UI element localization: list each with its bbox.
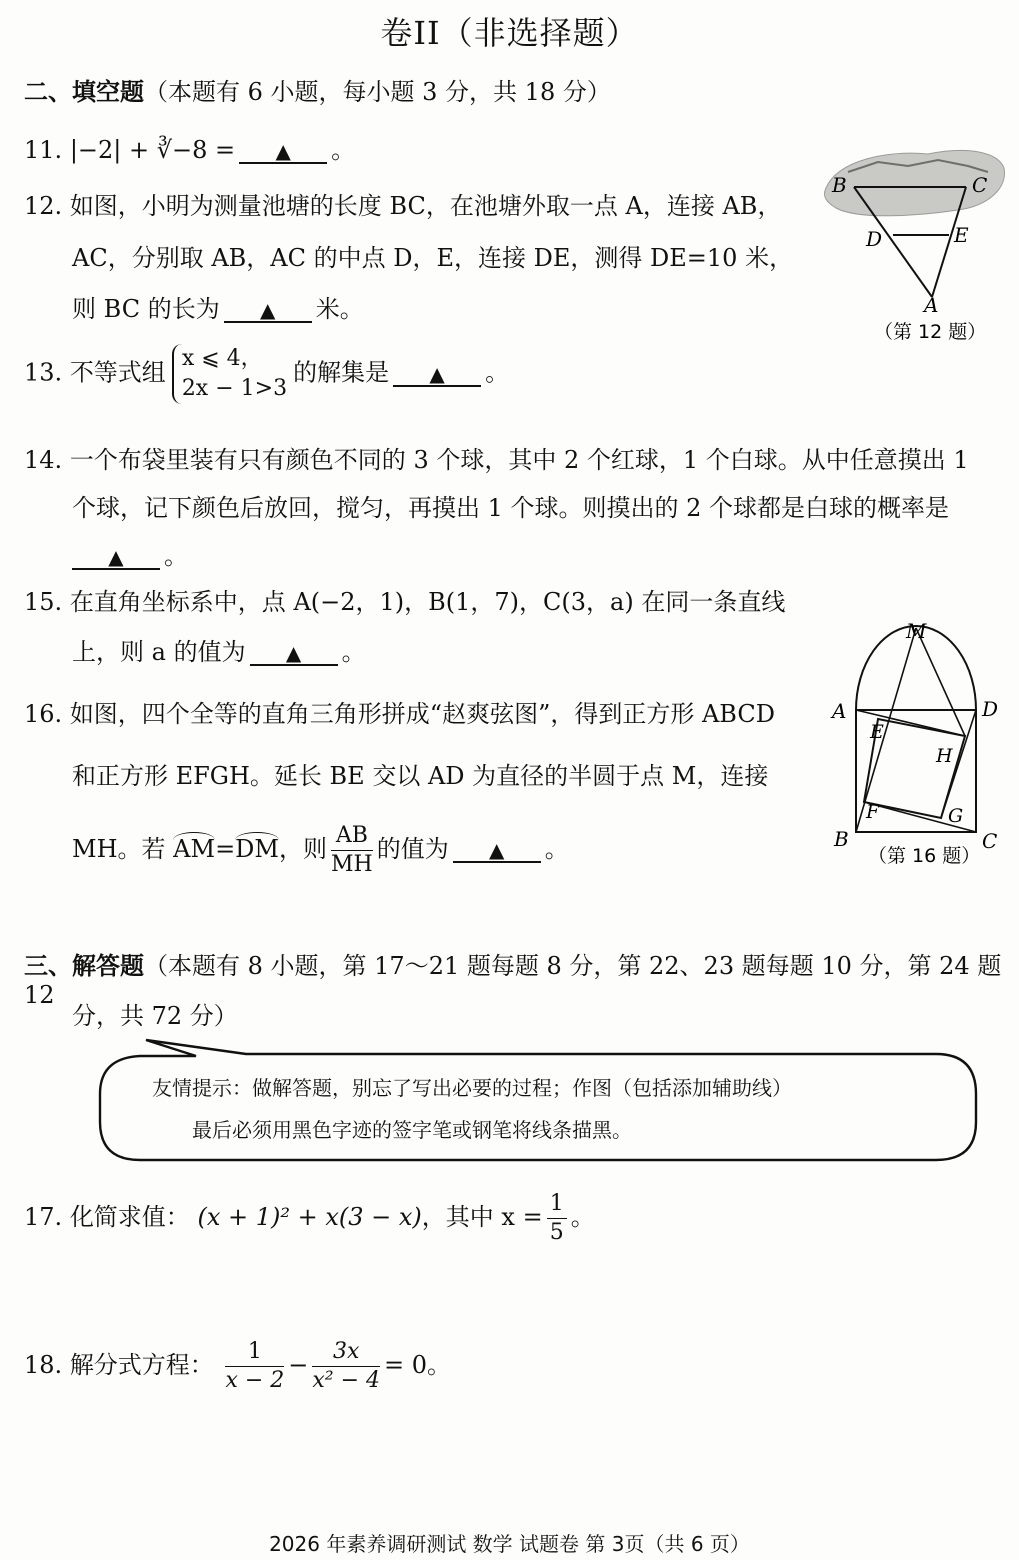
- label-a: A: [924, 293, 939, 317]
- q17-expression: (x + 1)² + x(3 − x): [197, 1203, 422, 1231]
- q16-arc-dm: DM: [235, 832, 279, 863]
- q18-fraction-1: [225, 1338, 284, 1395]
- question-13: [24, 344, 509, 404]
- q11-end: 。: [331, 136, 356, 164]
- section-2-label: 二、填空题: [24, 77, 144, 106]
- q15-text-line-2: 上，则 a 的值为: [72, 638, 246, 666]
- question-14-line-1: [24, 440, 969, 475]
- q11-number: 11.: [24, 136, 63, 164]
- q16-caption: （第 16 题）: [868, 845, 981, 867]
- q16-answer-blank[interactable]: [453, 838, 541, 863]
- q16-equals: =: [215, 835, 236, 863]
- q13-pre: 不等式组: [69, 358, 166, 387]
- q17-fraction: [547, 1190, 567, 1247]
- q16-end: 。: [544, 835, 569, 863]
- blank-marker-icon: ▲: [489, 838, 505, 862]
- q13-end: 。: [485, 358, 510, 387]
- label-d: D: [866, 227, 883, 251]
- q17-pre: 化简求值：: [69, 1203, 190, 1231]
- q14-end: 。: [164, 542, 188, 570]
- q18-fraction-2-numerator: 3x: [312, 1338, 380, 1367]
- q18-fraction-2-denominator: x² − 4: [312, 1368, 381, 1393]
- label-g: G: [948, 805, 964, 827]
- label-h: H: [936, 745, 953, 767]
- q11-expression: |−2| + ∛−8 =: [69, 136, 236, 164]
- q18-number: 18.: [24, 1351, 63, 1379]
- q12-answer-blank[interactable]: [224, 298, 312, 323]
- q16-text-line-2: 和正方形 EFGH。延长 BE 交以 AD 为直径的半圆于点 M，连接: [72, 762, 769, 790]
- q18-fraction-2: [312, 1338, 380, 1395]
- q14-text-line-2: 个球，记下颜色后放回，搅匀，再摸出 1 个球。则摸出的 2 个球都是白球的概率是: [72, 494, 950, 522]
- q16-number: 16.: [24, 700, 63, 728]
- question-18: [24, 1338, 451, 1395]
- q16-ratio-fraction: [331, 822, 373, 879]
- q15-answer-blank[interactable]: [250, 641, 338, 666]
- q16-text-line-3c: 的值为: [376, 835, 449, 863]
- q16-fraction-denominator: MH: [331, 852, 373, 877]
- blank-marker-icon: ▲: [429, 361, 445, 386]
- question-16-line-1: [24, 694, 775, 729]
- blank-marker-icon: ▲: [260, 298, 276, 322]
- q16-text-line-3a: MH。若: [72, 835, 166, 863]
- q12-text-line-3b: 米。: [315, 295, 364, 323]
- q12-text-line-1: 如图，小明为测量池塘的长度 BC，在池塘外取一点 A，连接 AB，: [69, 192, 782, 220]
- blank-marker-icon: ▲: [275, 139, 291, 163]
- q11-answer-blank[interactable]: [239, 139, 327, 164]
- q12-text-line-2: AC，分别取 AB，AC 的中点 D，E，连接 DE，测得 DE=10 米，: [72, 244, 794, 272]
- q14-answer-blank[interactable]: [72, 545, 160, 570]
- q12-pond-figure: [818, 132, 1010, 348]
- tip-line-2: 最后必须用黑色字迹的签字笔或钢笔将线条描黑。: [192, 1118, 632, 1142]
- label-c: C: [972, 173, 988, 197]
- blank-marker-icon: ▲: [285, 641, 302, 665]
- label-f: F: [866, 801, 880, 823]
- label-b: B: [832, 173, 847, 197]
- q13-post: 的解集是: [293, 358, 390, 387]
- q17-fraction-numerator: 1: [547, 1190, 567, 1219]
- q16-fraction-numerator: AB: [331, 822, 373, 851]
- q15-text-line-1: 在直角坐标系中，点 A(−2，1)，B(1，7)，C(3，a) 在同一条直线: [69, 588, 786, 616]
- q18-fraction-1-denominator: x − 2: [225, 1368, 285, 1393]
- section-3-note-line-2: 分，共 72 分）: [72, 1002, 238, 1030]
- q14-text-line-1: 一个布袋里装有只有颜色不同的 3 个球，其中 2 个红球，1 个白球。从中任意摸出 1: [69, 446, 969, 474]
- q18-minus: −: [288, 1351, 309, 1379]
- q16-arc-am: AM: [173, 832, 215, 863]
- question-14-line-3: [72, 536, 188, 571]
- q13-inequality-system: [172, 344, 287, 404]
- q13-number: 13.: [24, 358, 63, 387]
- question-15-line-2: [72, 632, 366, 667]
- label-c: C: [982, 829, 998, 853]
- q18-end: = 0。: [384, 1351, 452, 1379]
- q16-text-line-3b: ，则: [279, 835, 327, 863]
- segment-bm: [856, 628, 916, 832]
- q12-number: 12.: [24, 192, 63, 220]
- q17-mid: ，其中 x =: [421, 1203, 543, 1231]
- q13-inequality-1: x ⩽ 4，: [181, 346, 263, 371]
- question-12-line-1: [24, 186, 781, 221]
- q12-text-line-3a: 则 BC 的长为: [72, 295, 220, 323]
- q16-text-line-1: 如图，四个全等的直角三角形拼成“赵爽弦图”，得到正方形 ABCD: [69, 700, 775, 728]
- q17-fraction-denominator: 5: [549, 1220, 564, 1245]
- q15-number: 15.: [24, 588, 63, 616]
- page-footer: 2026 年素养调研测试 数学 试题卷 第 3页（共 6 页）: [269, 1532, 750, 1556]
- section-3-note-line-1: （本题有 8 小题，第 17～21 题每题 8 分，第 22、23 题每题 10 分，第 24 题 12: [24, 952, 1002, 1009]
- q12-caption: （第 12 题）: [874, 321, 987, 343]
- q15-end: 。: [341, 638, 366, 666]
- question-12-line-3: [72, 289, 364, 324]
- question-16-line-3: [72, 822, 569, 879]
- page-title: 卷II（非选择题）: [380, 14, 639, 52]
- question-17: [24, 1190, 595, 1247]
- section-2-note: （本题有 6 小题，每小题 3 分，共 18 分）: [144, 78, 611, 106]
- label-e: E: [870, 721, 884, 743]
- section-3-label: 三、解答题: [24, 951, 144, 980]
- q16-zhao-shuang-figure: [826, 616, 1016, 874]
- label-e: E: [954, 223, 969, 247]
- section-2-heading: [24, 72, 611, 107]
- blank-marker-icon: ▲: [108, 545, 124, 569]
- segment-mh: [916, 628, 965, 736]
- q14-number: 14.: [24, 446, 63, 474]
- q18-pre: 解分式方程：: [69, 1351, 214, 1379]
- q13-inequality-2: 2x − 1>3: [181, 376, 288, 401]
- label-d: D: [982, 697, 999, 721]
- tip-line-1: 友情提示：做解答题，别忘了写出必要的过程；作图（包括添加辅助线）: [152, 1076, 792, 1100]
- q17-end: 。: [570, 1203, 595, 1231]
- question-15-line-1: [24, 582, 785, 617]
- q17-number: 17.: [24, 1203, 63, 1231]
- q13-answer-blank[interactable]: [393, 362, 481, 387]
- q18-fraction-1-numerator: 1: [225, 1338, 284, 1367]
- question-11: [24, 130, 355, 165]
- label-m: M: [906, 619, 927, 643]
- label-a: A: [832, 699, 847, 723]
- label-b: B: [834, 827, 849, 851]
